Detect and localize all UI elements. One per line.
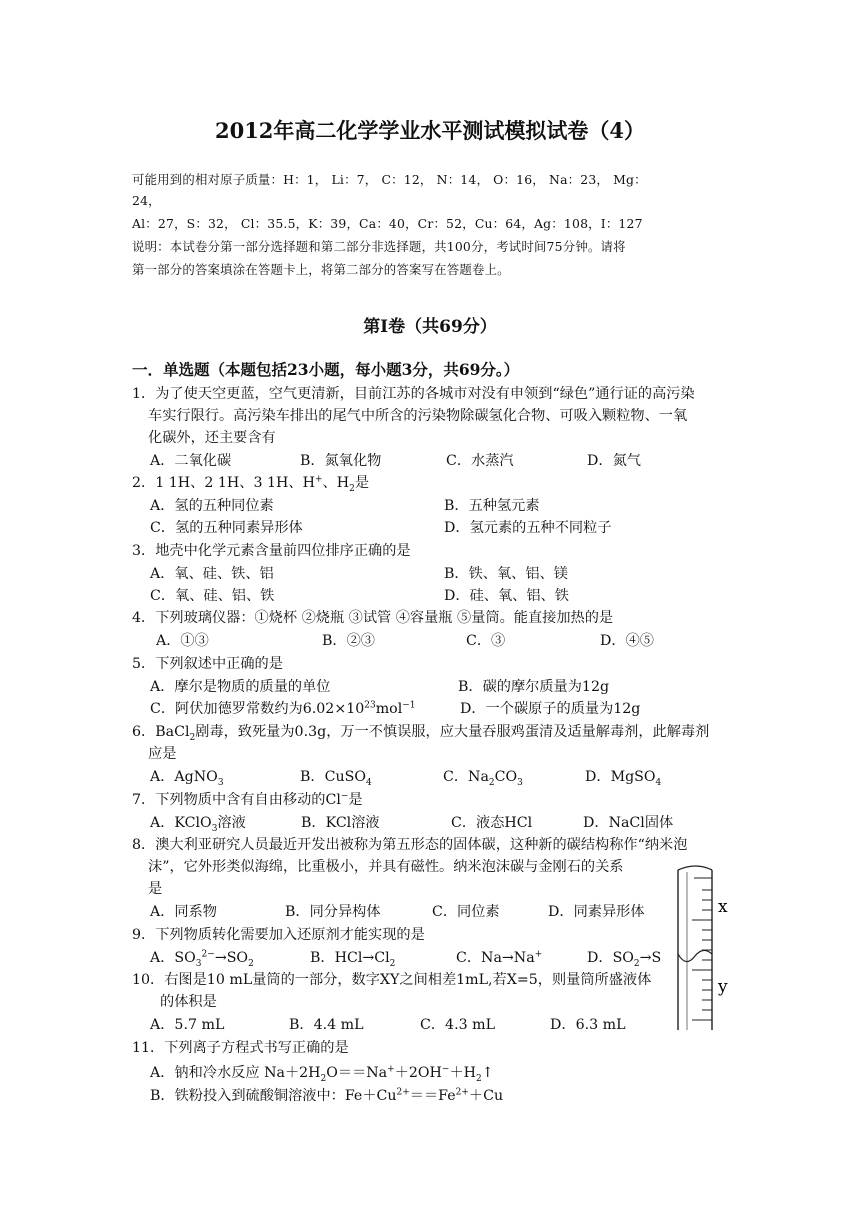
q9-option-d: D．$SO_2\to S$	[587, 950, 662, 969]
q1-option-b: B．氮氧化物	[300, 453, 382, 469]
q5-stem: 5．下列叙述中正确的是	[132, 656, 283, 672]
cylinder-ticks	[692, 878, 712, 1020]
q4-stem: 4．下列玻璃仪器：①烧杯 ②烧瓶 ③试管 ④容量瓶 ⑤量筒。能直接加热的是	[132, 610, 614, 626]
volume-heading: 第Ⅰ卷（共69分）	[363, 317, 497, 337]
q4-option-c: C．③	[466, 633, 506, 649]
q8-stem-1: 8．澳大利亚研究人员最近开发出被称为第五形态的固体碳，这种新的碳结构称作“纳米泡	[132, 837, 688, 853]
q2-stem: 2．1 1H、2 1H、3 1H、H+、$H_2$是	[132, 474, 370, 494]
q5-option-c: C．阿伏加德罗常数约为$6.02\times 10^{23}mol^{-1}$	[150, 700, 416, 717]
q1-stem-1: 1．为了使天空更蓝，空气更清新，目前江苏的各城市对没有申领到“绿色”通行证的高污染	[132, 386, 695, 402]
q8-stem-3: 是	[148, 881, 163, 897]
q9-stem: 9．下列物质转化需要加入还原剂才能实现的是	[132, 927, 425, 943]
q1-option-a: A．二氧化碳	[150, 453, 232, 469]
q4-option-a: A．①③	[156, 633, 209, 649]
q9-option-a: A．$SO_3^{2-}\to SO_2$	[150, 949, 254, 969]
q7-stem: 7．下列物质中含有自由移动的Cl−是	[132, 791, 363, 808]
atomic-masses-line-2: Al：27，S：32， Cl：35.5，K：39，Ca：40，Cr：52，Cu：64，Ag：108，I：127	[132, 216, 643, 231]
q1-stem-3: 化碳外，还主要含有	[148, 430, 276, 446]
q10-option-d: D．6.3 mL	[550, 1017, 626, 1033]
x-mark-label: x	[718, 897, 728, 917]
q8-option-b: B．同分异构体	[285, 904, 381, 920]
page-title: 2012年高二化学学业水平测试模拟试卷（4）	[214, 118, 646, 143]
q6-option-d: D．MgSO$_4$	[585, 769, 662, 788]
q6-stem-1: 6．BaCl$_2$剧毒，致死量为0.3g，万一不慎误服，应大量吞服鸡蛋清及适量解毒剂，此解毒剂	[132, 724, 710, 743]
q2-option-a: A．氢的五种同位素	[150, 498, 274, 514]
q6-option-c: C．$Na_2CO_3$	[443, 769, 523, 788]
q10-option-b: B．4.4 mL	[289, 1017, 364, 1033]
q7-option-c: C．液态HCl	[451, 815, 533, 831]
q8-option-a: A．同系物	[150, 904, 217, 920]
q1-option-d: D．氮气	[587, 453, 641, 469]
q3-option-b: B．铁、氧、铝、镁	[444, 566, 568, 582]
q6-option-a: A．AgNO$_3$	[150, 769, 224, 788]
q8-stem-2: 沫”，它外形类似海绵，比重极小，并具有磁性。纳米泡沫碳与金刚石的关系	[148, 859, 624, 875]
q10-stem-1: 10．右图是10 mL量筒的一部分，数字XY之间相差1mL,若X=5，则量筒所盛液体	[132, 972, 652, 988]
q8-option-d: D．同素异形体	[548, 904, 645, 920]
q5-option-b: B．碳的摩尔质量为12g	[458, 679, 610, 695]
q2-option-d: D．氢元素的五种不同粒子	[444, 520, 612, 536]
q8-option-c: C．同位素	[432, 904, 500, 920]
q2-option-b: B．五种氢元素	[444, 498, 540, 514]
q11-option-a: A．钠和冷水反应 $Na+2H_2O==Na^++2OH^-+H_2↑$	[150, 1064, 494, 1084]
q3-option-a: A．氧、硅、铁、铝	[150, 566, 274, 582]
q1-option-c: C．水蒸汽	[446, 453, 514, 469]
q7-option-b: B．KCl溶液	[301, 815, 380, 831]
q5-option-d: D．一个碳原子的质量为12g	[460, 701, 641, 717]
q10-option-c: C．4.3 mL	[420, 1017, 495, 1033]
q5-option-a: A．摩尔是物质的质量的单位	[150, 679, 331, 695]
q9-option-b: B．$HCl\to Cl_2$	[310, 950, 396, 969]
cylinder-rim	[678, 866, 712, 870]
q3-option-c: C．氧、硅、铝、铁	[150, 588, 275, 604]
instructions-line-1: 说明：本试卷分第一部分选择题和第二部分非选择题，共100分，考试时间75分钟。请将	[132, 239, 626, 254]
q4-option-b: B．②③	[322, 633, 375, 649]
q9-option-c: C．Na→Na+	[456, 949, 543, 966]
q10-stem-2: 的体积是	[160, 994, 217, 1010]
section-heading: 一．单选题（本题包括23小题，每小题3分，共69分。）	[132, 360, 520, 379]
instructions-line-2: 第一部分的答案填涂在答题卡上，将第二部分的答案写在答题卷上。	[132, 262, 510, 277]
q3-stem: 3．地壳中化学元素含量前四位排序正确的是	[132, 543, 411, 559]
q6-stem-2: 应是	[148, 746, 177, 762]
atomic-masses-line-1: 可能用到的相对原子质量：H：1， Li：7， C：12， N：14， O：16， Na：23， Mg：	[132, 172, 647, 187]
q2-option-c: C．氢的五种同素异形体	[150, 520, 303, 536]
q6-option-b: B．CuSO$_4$	[300, 769, 372, 788]
q3-option-d: D．硅、氧、铝、铁	[444, 588, 569, 604]
q11-stem: 11．下列离子方程式书写正确的是	[132, 1040, 349, 1056]
q7-option-a: A．KClO$_3$溶液	[150, 815, 246, 834]
q10-option-a: A．5.7 mL	[150, 1017, 225, 1033]
q4-option-d: D．④⑤	[600, 633, 654, 649]
atomic-masses-line-1b: 24，	[132, 193, 161, 208]
graduated-cylinder-figure	[668, 860, 740, 1040]
q1-stem-2: 车实行限行。高污染车排出的尾气中所含的污染物除碳氢化合物、可吸入颗粒物、一氧	[148, 408, 688, 424]
q7-option-d: D．NaCl固体	[583, 815, 674, 831]
q11-option-b: B．铁粉投入到硫酸铜溶液中：$Fe+Cu^{2+}==Fe^{2+}+Cu$	[150, 1087, 504, 1104]
y-mark-label: y	[718, 977, 728, 997]
